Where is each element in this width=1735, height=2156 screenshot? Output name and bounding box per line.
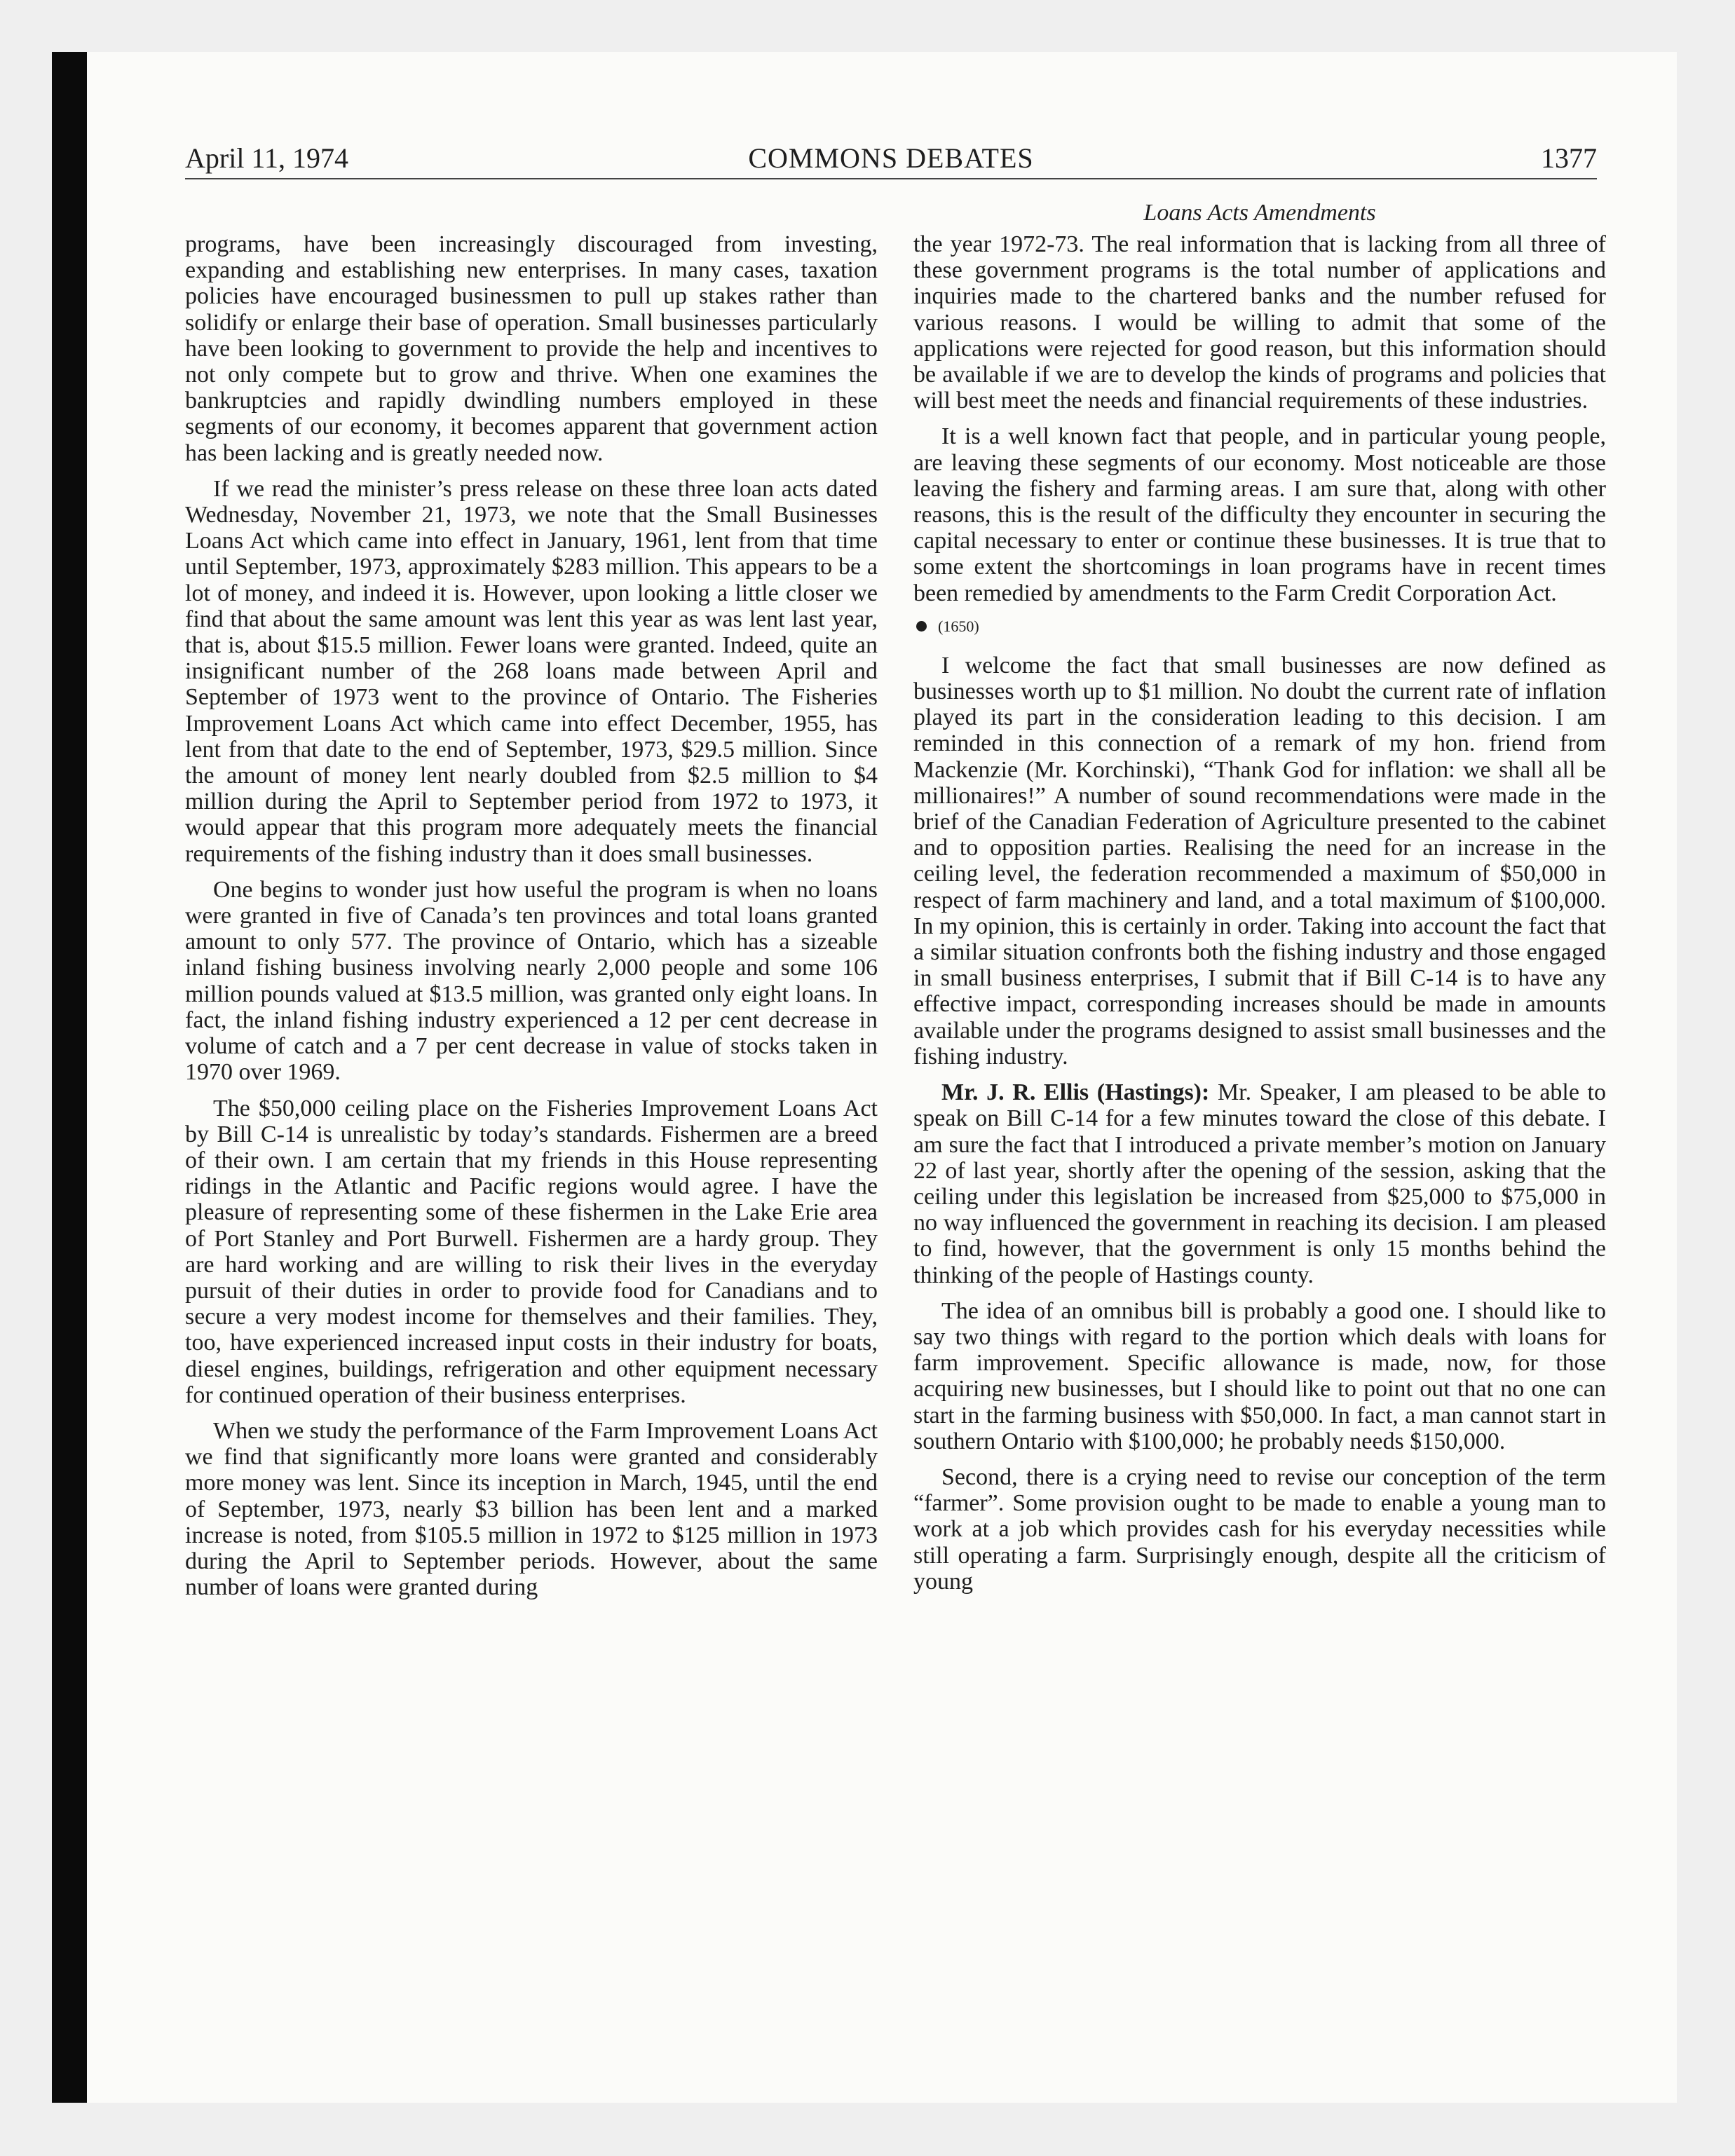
paragraph: I welcome the fact that small businesses are now defined as businesses worth up to $1 million. No doubt the current rate of inflation played its part in the consideration leading to this decision. I am reminded in this connection of a remark of my hon. friend from Mackenzie (Mr. Korchinski), “Thank God for inflation: we shall all be millionaires!” A number of sound recommendations were made in the brief of the Canadian Federation of Agriculture presented to the cabinet and to opposition parties. Realising the need for an increase in the ceiling level, the federation recommended a maximum of $50,000 in respect of farm machinery and land, and a total maximum of $100,000. In my opinion, this is certainly in order. Taking into account the fact that a similar situation confronts both the fishing industry and those engaged in small business enterprises, I submit that if Bill C-14 is to have any effective impact, corresponding increases should be made in amounts available under the programs designed to assist small businesses and the fishing industry. [913, 652, 1606, 1070]
speaker-text: Mr. Speaker, I am pleased to be able to speak on Bill C-14 for a few minutes toward the close of this debate. I am sure the fact that I introduced a private member’s motion on January 22 of last year, shortly after the opening of the session, asking that the ceiling under this legislation be increased from $25,000 to $75,000 in no way influenced the government in reaching its decision. I am pleased to find, however, that the government is only 15 months behind the thinking of the people of Hastings county. [913, 1079, 1606, 1288]
speaker-paragraph [913, 1079, 1606, 1288]
left-column [185, 231, 878, 1610]
time-marker [913, 616, 1606, 637]
right-column [913, 231, 1606, 1604]
paragraph: The idea of an omnibus bill is probably a good one. I should like to say two things with regard to the portion which deals with loans for farm improvement. Specific allowance is made, now, for those acquiring new businesses, but I should like to point out that no one can start in the farming business with $50,000. In fact, a man cannot start in southern Ontario with $100,000; he probably needs $150,000. [913, 1297, 1606, 1454]
paragraph: If we read the minister’s press release on these three loan acts dated Wednesday, November 21, 1973, we note that the Small Businesses Loans Act which came into effect in January, 1961, lent from that time until September, 1973, approximately $283 million. This appears to be a lot of money, and indeed it is. However, upon looking a little closer we find that about the same amount was lent this year as was lent last year, that is, about $15.5 million. Fewer loans were granted. Indeed, quite an insignificant number of the 268 loans made between April and September of 1973 went to the province of Ontario. The Fisheries Improvement Loans Act which came into effect December, 1955, has lent from that date to the end of September, 1973, $29.5 million. Since the amount of money lent nearly doubled from $2.5 million to $4 million during the April to September period from 1972 to 1973, it would appear that this program more adequately meets the financial requirements of the fishing industry than it does small businesses. [185, 475, 878, 867]
header-publication: COMMONS DEBATES [748, 142, 1034, 174]
speaker-name: Mr. J. R. Ellis (Hastings): [941, 1079, 1210, 1106]
paragraph: The $50,000 ceiling place on the Fisheries Improvement Loans Act by Bill C-14 is unrealistic by today’s standards. Fishermen are a breed of their own. I am certain that my friends in this House representing ridings in the Atlantic and Pacific regions would agree. I have the pleasure of representing some of these fishermen in the Lake Erie area of Port Stanley and Port Burwell. Fishermen are a hardy group. They are hard working and are willing to risk their lives in the everyday pursuit of their duties in order to provide food for Canadians and to secure a very modest income for themselves and their families. They, too, have experienced increased input costs in their industry for boats, diesel engines, buildings, refrigeration and other equipment necessary for continued operation of their business enterprises. [185, 1095, 878, 1408]
paragraph: One begins to wonder just how useful the program is when no loans were granted in five of Canada’s ten provinces and total loans granted amount to only 577. The province of Ontario, which has a sizeable inland fishing business involving nearly 2,000 people and some 106 million pounds valued at $13.5 million, was granted only eight loans. In fact, the inland fishing industry experienced a 12 per cent decrease in volume of catch and a 7 per cent decrease in value of stocks taken in 1970 over 1969. [185, 876, 878, 1086]
bullet-icon [916, 621, 927, 632]
paragraph: the year 1972-73. The real information that is lacking from all three of these government programs is the total number of applications and inquiries made to the chartered banks and the number refused for various reasons. I would be willing to admit that some of the applications were rejected for good reason, but this information should be available if we are to develop the kinds of programs and policies that will best meet the needs and financial requirements of these industries. [913, 231, 1606, 414]
paragraph: It is a well known fact that people, and in particular young people, are leaving these segments of our economy. Most noticeable are those leaving the fishery and farming areas. I am sure that, along with other reasons, this is the result of the difficulty they encounter in securing the capital necessary to enter or continue these businesses. It is true that to some extent the shortcomings in loan programs have in recent times been remedied by amendments to the Farm Credit Corporation Act. [913, 423, 1606, 606]
header-date: April 11, 1974 [185, 142, 348, 174]
paragraph: Second, there is a crying need to revise our conception of the term “farmer”. Some provision ought to be made to enable a young man to work at a job which provides cash for his everyday necessities while still operating a farm. Surprisingly enough, despite all the criticism of young [913, 1464, 1606, 1595]
page-header [185, 140, 1597, 177]
running-head: Loans Acts Amendments [1143, 200, 1376, 226]
time-marker-label: (1650) [938, 617, 979, 635]
scan-border [52, 52, 87, 2103]
header-rule [185, 178, 1597, 179]
header-page-number: 1377 [1541, 142, 1597, 174]
paragraph: programs, have been increasingly discouraged from investing, expanding and establishing new enterprises. In many cases, taxation policies have encouraged businessmen to pull up stakes rather than solidify or enlarge their base of operation. Small businesses particularly have been looking to government to provide the help and incentives to not only compete but to grow and thrive. When one examines the bankruptcies and rapidly dwindling numbers employed in these segments of our economy, it becomes apparent that government action has been lacking and is greatly needed now. [185, 231, 878, 466]
paragraph: When we study the performance of the Farm Improvement Loans Act we find that significantly more loans were granted and considerably more money was lent. Since its inception in March, 1945, until the end of September, 1973, nearly $3 billion has been lent and a marked increase is noted, from $105.5 million in 1972 to $125 million in 1973 during the April to September periods. However, about the same number of loans were granted during [185, 1417, 878, 1601]
